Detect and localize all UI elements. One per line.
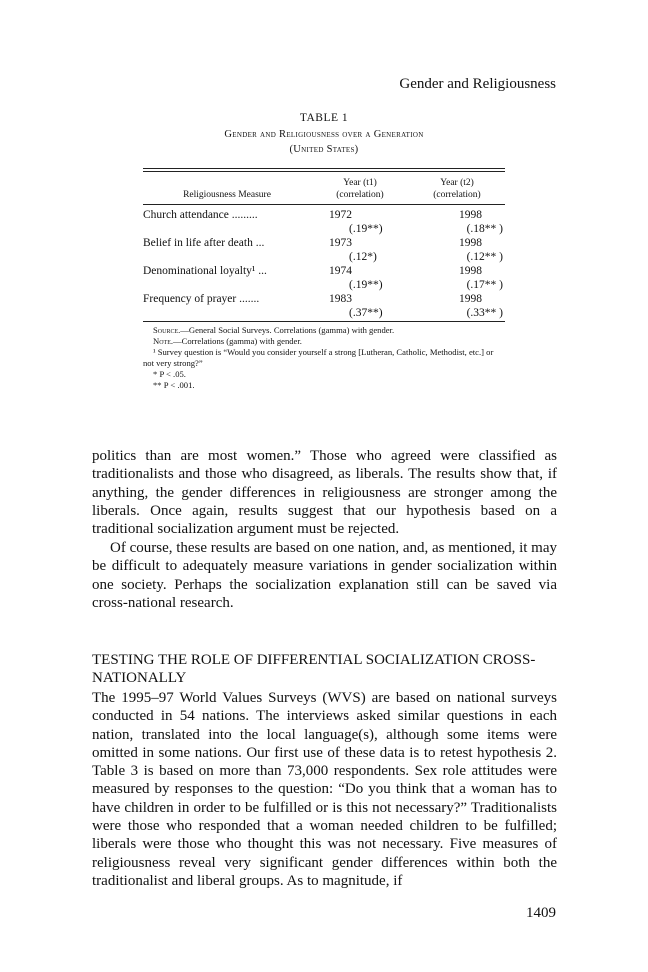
row-year2: 1998	[459, 293, 482, 305]
row-corr2: (.12** )	[466, 250, 503, 263]
row-year2: 1998	[459, 209, 482, 221]
significance-1: * P < .05.	[153, 369, 186, 379]
table-row-corr	[143, 279, 505, 294]
source-note: Source.—General Social Surveys. Correlations (gamma) with gender.	[153, 325, 395, 335]
table-row	[143, 265, 505, 279]
row-measure: Church attendance .........	[143, 209, 258, 221]
row-corr1: (.19**)	[349, 278, 383, 291]
table-notes	[143, 325, 505, 391]
table-title-line2: (United States)	[289, 144, 359, 155]
row-corr1: (.12*)	[349, 250, 377, 263]
row-year1: 1973	[329, 237, 352, 249]
table-header-row	[143, 172, 505, 204]
table-row	[143, 205, 505, 223]
header-year1: Year (t1) (correlation)	[336, 178, 384, 200]
row-year2: 1998	[459, 265, 482, 277]
table-title	[143, 127, 505, 157]
table-row-corr	[143, 223, 505, 238]
row-year1: 1972	[329, 209, 352, 221]
page-number: 1409	[526, 905, 556, 921]
row-measure: Belief in life after death ...	[143, 237, 265, 249]
paragraph-3: The 1995–97 World Values Surveys (WVS) are based on national surveys conducted in 54 nations. The interviews asked similar questions in each nation, translated into the local language(s), although some items were omitted in some nations. Our first use of these data is to retest hypothesis 2. Table 3 is based on more than 73,000 respondents. Sex role attitudes were measured by responses to the question: “Do you think that a woman has to have children in order to be fulfilled or is this not necessary?” Traditionalists were those who responded that a woman needed children to be fulfilled; liberals were those who thought this was not necessary. Five measures of religiousness reveal very significant gender differences within both the traditionalist and liberal groups. As to magnitude, if	[92, 690, 557, 889]
table-label: TABLE 1	[299, 112, 349, 124]
data-table	[143, 172, 505, 321]
table-row-corr	[143, 307, 505, 322]
row-year2: 1998	[459, 237, 482, 249]
row-corr2: (.18** )	[466, 222, 503, 235]
note-note: Note.—Correlations (gamma) with gender.	[153, 336, 302, 346]
row-measure: Frequency of prayer .......	[143, 293, 260, 305]
table-title-line1: Gender and Religiousness over a Generation	[224, 129, 424, 140]
section-heading: TESTING THE ROLE OF DIFFERENTIAL SOCIALIZATION CROSS-NATIONALLY	[92, 652, 536, 686]
header-year2: Year (t2) (correlation)	[433, 178, 481, 200]
table-row	[143, 293, 505, 307]
row-corr1: (.19**)	[349, 222, 383, 235]
table-row	[143, 237, 505, 251]
row-corr2: (.33** )	[466, 306, 503, 319]
table-row-corr	[143, 251, 505, 266]
row-corr2: (.17** )	[466, 278, 503, 291]
significance-2: ** P < .001.	[153, 380, 195, 390]
row-corr1: (.37**)	[349, 306, 383, 319]
paragraph-2: Of course, these results are based on one nation, and, as mentioned, it may be difficult to adequately measure variations in gender socialization within one society. Perhaps the socialization explanation still can be saved via cross-national research.	[92, 540, 557, 611]
row-year1: 1983	[329, 293, 352, 305]
table-bottom-rule	[143, 321, 505, 322]
row-measure: Denominational loyalty¹ ...	[143, 265, 267, 277]
header-measure: Religiousness Measure	[183, 190, 271, 200]
running-head: Gender and Religiousness	[399, 76, 556, 92]
footnote-1: ¹ Survey question is “Would you consider yourself a strong [Lutheran, Catholic, Methodist, etc.] or not very strong?”	[143, 347, 494, 368]
table-1	[143, 112, 505, 391]
paragraph-1: politics than are most women.” Those who agreed were classified as traditionalists and those who disagreed, as liberals. The results show that, if anything, the gender differences in religiousness are stronger among the liberals. Once again, results suggest that our hypothesis based on a traditional socialization argument must be rejected.	[92, 448, 557, 538]
row-year1: 1974	[329, 265, 352, 277]
